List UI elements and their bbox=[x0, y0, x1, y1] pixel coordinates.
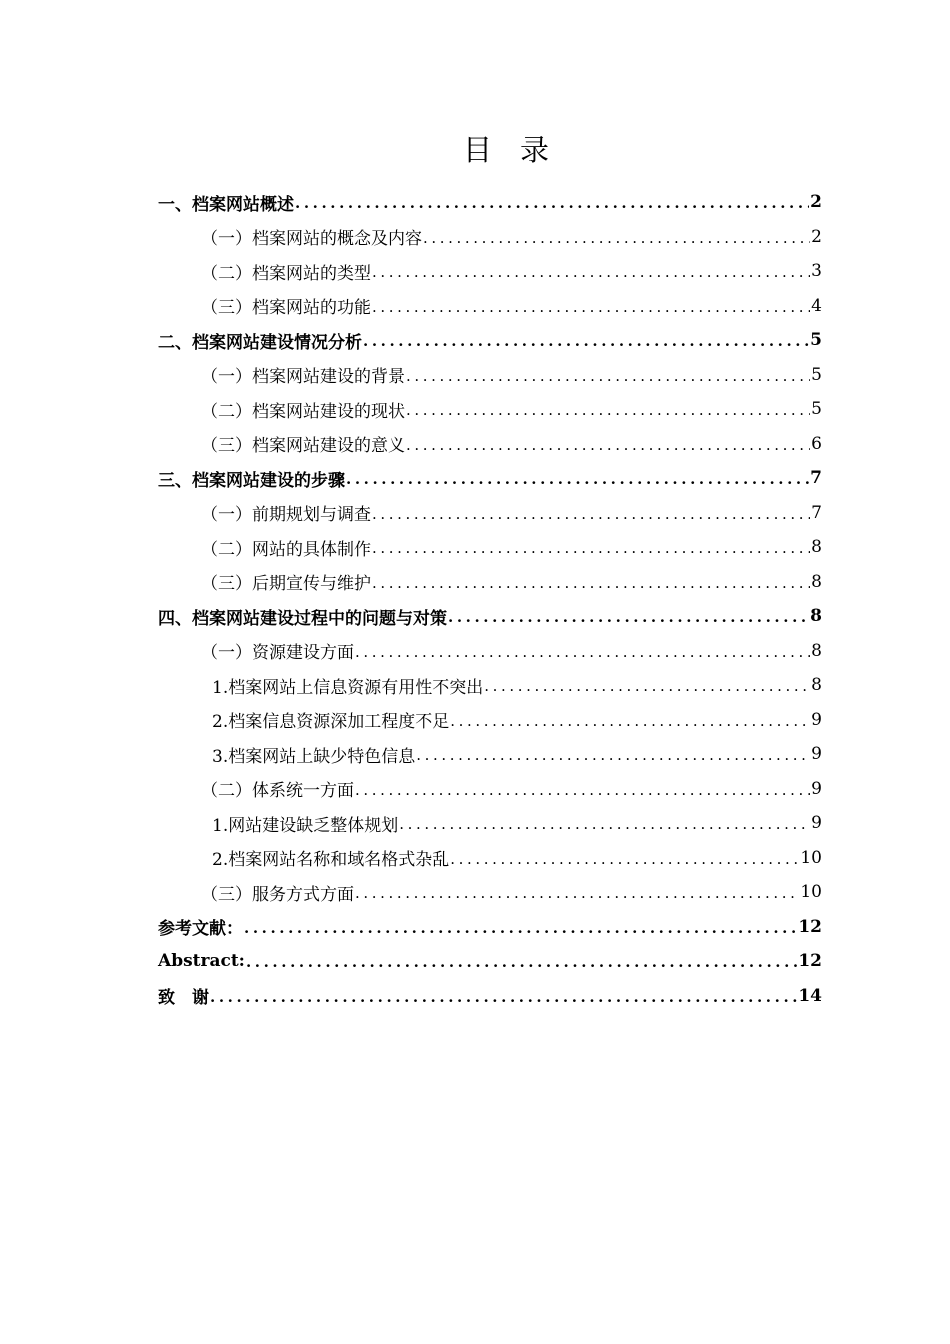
toc-entry-page-number: 9 bbox=[811, 813, 822, 834]
toc-leader-dots bbox=[372, 263, 810, 281]
toc-entry-label: （二）档案网站的类型 bbox=[201, 263, 371, 284]
toc-leader-dots bbox=[210, 988, 797, 1006]
toc-entry-page-number: 5 bbox=[811, 399, 822, 420]
toc-entry-page-number: 3 bbox=[811, 261, 822, 282]
toc-entry-label: （二）网站的具体制作 bbox=[201, 539, 371, 560]
toc-entry-page-number: 12 bbox=[798, 951, 822, 972]
toc-entry[interactable] bbox=[158, 944, 822, 979]
toc-entry-label: 2.档案信息资源深加工程度不足 bbox=[212, 712, 450, 733]
toc-entry-label: 一、档案网站概述 bbox=[158, 194, 294, 215]
toc-leader-dots bbox=[406, 401, 810, 419]
toc-leader-dots bbox=[450, 712, 810, 730]
toc-leader-dots bbox=[372, 574, 810, 592]
toc-entry-page-number: 5 bbox=[811, 364, 822, 385]
toc-leader-dots bbox=[355, 884, 799, 902]
toc-entry[interactable] bbox=[158, 875, 822, 910]
toc-entry-label: （三）后期宣传与维护 bbox=[201, 574, 371, 595]
toc-entry-page-number: 9 bbox=[811, 709, 822, 730]
toc-leader-dots bbox=[450, 850, 799, 868]
toc-entry-label: 三、档案网站建设的步骤 bbox=[158, 470, 345, 491]
toc-entry-page-number: 7 bbox=[811, 502, 822, 523]
toc-leader-dots bbox=[246, 953, 797, 971]
toc-entry[interactable] bbox=[158, 289, 822, 324]
toc-entry[interactable] bbox=[158, 530, 822, 565]
toc-entry-page-number: 8 bbox=[811, 675, 822, 696]
toc-entry-label: （三）服务方式方面 bbox=[201, 884, 354, 905]
toc-entry-page-number: 2 bbox=[810, 192, 822, 213]
toc-leader-dots bbox=[363, 332, 809, 350]
toc-entry-label: （一）档案网站的概念及内容 bbox=[201, 229, 422, 250]
toc-entry[interactable] bbox=[158, 634, 822, 669]
toc-entry-label: Abstract: bbox=[158, 951, 245, 972]
toc-entry-label: 参考文献： bbox=[158, 919, 243, 940]
toc-entry[interactable] bbox=[158, 358, 822, 393]
toc-entry[interactable] bbox=[158, 496, 822, 531]
toc-entry-label: （二）档案网站建设的现状 bbox=[201, 401, 405, 422]
toc-title-char-1: 目 bbox=[462, 133, 492, 167]
toc-entry-label: 2.档案网站名称和域名格式杂乱 bbox=[212, 850, 450, 871]
toc-entry-page-number: 10 bbox=[800, 882, 822, 903]
toc-entry[interactable] bbox=[158, 427, 822, 462]
toc-entry[interactable] bbox=[158, 461, 822, 496]
toc-leader-dots bbox=[416, 746, 810, 764]
toc-entry-page-number: 10 bbox=[800, 847, 822, 868]
toc-leader-dots bbox=[244, 919, 797, 937]
toc-leader-dots bbox=[484, 677, 810, 695]
toc-entry[interactable] bbox=[158, 220, 822, 255]
toc-entry-page-number: 9 bbox=[811, 778, 822, 799]
toc-entry-label: （三）档案网站的功能 bbox=[201, 298, 371, 319]
toc-leader-dots bbox=[423, 229, 810, 247]
toc-entry[interactable] bbox=[158, 254, 822, 289]
toc-leader-dots bbox=[372, 539, 810, 557]
toc-leader-dots bbox=[406, 367, 810, 385]
toc-entry-page-number: 6 bbox=[811, 433, 822, 454]
toc-entry[interactable] bbox=[158, 979, 822, 1014]
toc-entry[interactable] bbox=[158, 392, 822, 427]
toc-entry[interactable] bbox=[158, 323, 822, 358]
toc-entry-label: （三）档案网站建设的意义 bbox=[201, 436, 405, 457]
toc-entry[interactable] bbox=[158, 565, 822, 600]
toc-leader-dots bbox=[372, 298, 810, 316]
toc-entry-label: 四、档案网站建设过程中的问题与对策 bbox=[158, 608, 447, 629]
toc-entry[interactable] bbox=[158, 841, 822, 876]
toc-entry-page-number: 8 bbox=[810, 606, 822, 627]
toc-entry-page-number: 2 bbox=[811, 226, 822, 247]
toc-leader-dots bbox=[355, 781, 810, 799]
toc-entry[interactable] bbox=[158, 806, 822, 841]
toc-entry[interactable] bbox=[158, 185, 822, 220]
toc-title-char-2: 录 bbox=[520, 133, 550, 167]
toc-entry[interactable] bbox=[158, 772, 822, 807]
toc-entry-page-number: 8 bbox=[811, 571, 822, 592]
toc-entry[interactable] bbox=[158, 599, 822, 634]
toc-entry-page-number: 14 bbox=[798, 985, 822, 1006]
toc-entry-label: 1.档案网站上信息资源有用性不突出 bbox=[212, 677, 484, 698]
toc-entry-label: （一）资源建设方面 bbox=[201, 643, 354, 664]
toc-entry-page-number: 9 bbox=[811, 744, 822, 765]
toc-entry-page-number: 8 bbox=[811, 640, 822, 661]
toc-entry[interactable] bbox=[158, 910, 822, 945]
toc-entry-page-number: 7 bbox=[810, 468, 822, 489]
table-of-contents bbox=[158, 185, 822, 1013]
toc-title bbox=[0, 128, 950, 169]
toc-leader-dots bbox=[346, 470, 809, 488]
toc-entry-label: （一）档案网站建设的背景 bbox=[201, 367, 405, 388]
toc-leader-dots bbox=[355, 643, 810, 661]
toc-entry[interactable] bbox=[158, 703, 822, 738]
toc-entry[interactable] bbox=[158, 668, 822, 703]
toc-entry-label: 3.档案网站上缺少特色信息 bbox=[212, 746, 416, 767]
toc-entry-label: 1.网站建设缺乏整体规划 bbox=[212, 815, 399, 836]
toc-leader-dots bbox=[372, 505, 810, 523]
toc-entry-page-number: 5 bbox=[810, 330, 822, 351]
toc-entry-label: （一）前期规划与调查 bbox=[201, 505, 371, 526]
toc-entry-label: 二、档案网站建设情况分析 bbox=[158, 332, 362, 353]
toc-leader-dots bbox=[295, 194, 809, 212]
toc-entry-page-number: 8 bbox=[811, 537, 822, 558]
toc-leader-dots bbox=[406, 436, 810, 454]
toc-entry-label: （二）体系统一方面 bbox=[201, 781, 354, 802]
toc-leader-dots bbox=[399, 815, 810, 833]
toc-leader-dots bbox=[448, 608, 809, 626]
toc-entry-page-number: 12 bbox=[798, 916, 822, 937]
toc-entry-page-number: 4 bbox=[811, 295, 822, 316]
toc-entry[interactable] bbox=[158, 737, 822, 772]
toc-entry-label: 致 谢 bbox=[158, 988, 209, 1009]
